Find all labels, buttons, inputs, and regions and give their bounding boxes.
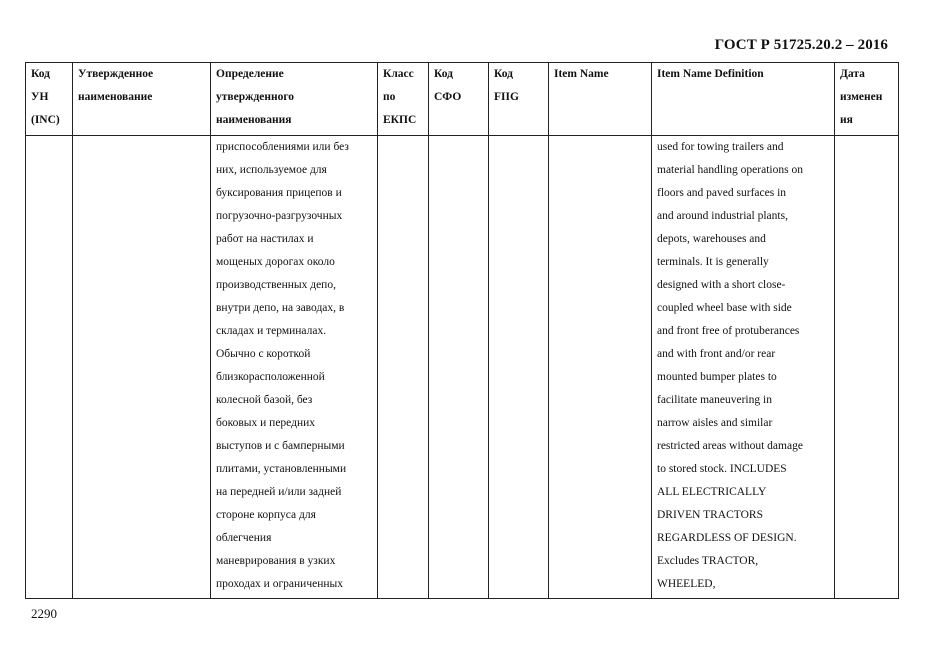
page-number: 2290 — [31, 606, 57, 621]
item-definition-line: to stored stock. INCLUDES — [657, 463, 787, 475]
cell-change-date — [835, 136, 899, 599]
table-row — [26, 136, 899, 599]
definition-line: проходах и ограниченных — [216, 578, 344, 590]
definition-line: плитами, установленными — [216, 463, 347, 475]
item-definition-line: material handling operations on — [657, 164, 803, 176]
item-definition-line: terminals. It is generally — [657, 256, 769, 268]
item-definition-line: facilitate maneuvering in — [657, 394, 772, 406]
definition-line: погрузочно-разгрузочных — [216, 210, 343, 222]
item-definition-line: restricted areas without damage — [657, 440, 803, 452]
item-definition-line: Excludes TRACTOR, — [657, 555, 759, 567]
col-header-item-name: Item Name — [549, 63, 652, 136]
cell-sfo-code — [429, 136, 489, 599]
cell-approved-name — [73, 136, 211, 599]
definition-line: маневрирования в узких — [216, 555, 336, 567]
definition-line: выступов и с бамперными — [216, 440, 345, 452]
col-header-change-date: Дата изменен ия — [835, 63, 899, 136]
definition-line: на передней и/или задней — [216, 486, 342, 498]
item-definition-line: REGARDLESS OF DESIGN. — [657, 532, 797, 544]
definition-line: Обычно с короткой — [216, 348, 311, 360]
definition-line: мощеных дорогах около — [216, 256, 335, 268]
definition-line: работ на настилах и — [216, 233, 314, 245]
cell-ekps-class — [378, 136, 429, 599]
catalog-table — [25, 62, 899, 599]
col-header-fiig-code: Код FIIG — [489, 63, 549, 136]
cell-definition — [211, 136, 378, 599]
definition-line: буксирования прицепов и — [216, 187, 342, 199]
definition-line: приспособлениями или без — [216, 141, 349, 153]
cell-item-name-definition — [652, 136, 835, 599]
col-header-approved-name: Утвержденное наименование — [73, 63, 211, 136]
item-definition-line: and around industrial plants, — [657, 210, 788, 222]
definition-line: них, используемое для — [216, 164, 327, 176]
col-header-item-name-definition: Item Name Definition — [652, 63, 835, 136]
col-header-ekps-class: Класс по ЕКПС — [378, 63, 429, 136]
col-header-sfo-code: Код СФО — [429, 63, 489, 136]
definition-line: облегчения — [216, 532, 272, 544]
item-definition-line: narrow aisles and similar — [657, 417, 773, 429]
definition-line: близкорасположенной — [216, 371, 325, 383]
item-definition-line: DRIVEN TRACTORS — [657, 509, 763, 521]
definition-line: стороне корпуса для — [216, 509, 316, 521]
definition-line: производственных депо, — [216, 279, 336, 291]
item-definition-line: used for towing trailers and — [657, 141, 784, 153]
table-header-row — [26, 63, 899, 136]
item-definition-line: and front free of protuberances — [657, 325, 800, 337]
item-definition-line: coupled wheel base with side — [657, 302, 792, 314]
col-header-inc: Код УН (INC) — [26, 63, 73, 136]
item-definition-line: floors and paved surfaces in — [657, 187, 787, 199]
cell-fiig-code — [489, 136, 549, 599]
item-definition-line: depots, warehouses and — [657, 233, 766, 245]
definition-line: боковых и передних — [216, 417, 316, 429]
definition-line: складах и терминалах. — [216, 325, 327, 337]
document-standard-id: ГОСТ Р 51725.20.2 – 2016 — [714, 37, 888, 53]
item-definition-line: ALL ELECTRICALLY — [657, 486, 767, 498]
item-definition-line: mounted bumper plates to — [657, 371, 777, 383]
cell-inc — [26, 136, 73, 599]
item-definition-line: WHEELED, — [657, 578, 716, 590]
cell-item-name — [549, 136, 652, 599]
item-definition-line: and with front and/or rear — [657, 348, 776, 360]
col-header-definition: Определение утвержденного наименования — [211, 63, 378, 136]
definition-line: колесной базой, без — [216, 394, 313, 406]
definition-line: внутри депо, на заводах, в — [216, 302, 345, 314]
item-definition-line: designed with a short close- — [657, 279, 786, 291]
